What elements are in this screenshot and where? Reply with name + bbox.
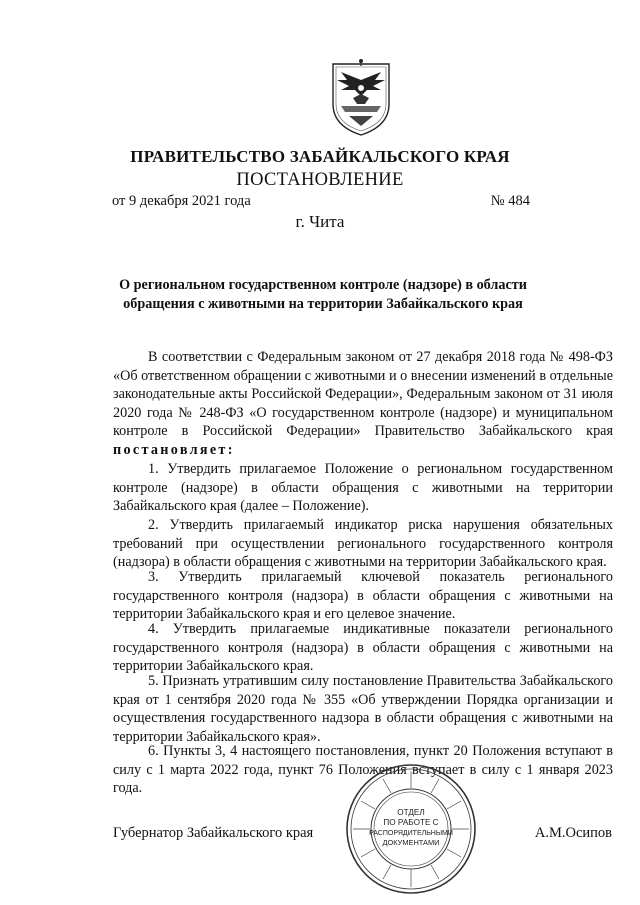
official-stamp <box>344 762 478 896</box>
item-text: 6. Пункты 3, 4 настоящего постановления, пункт 20 Положения вступают в силу с 1 марта 2022 года, пункт 76 Положения вступает в силу с 1 января 2023 года. <box>113 743 613 797</box>
document-date: от 9 декабря 2021 года <box>112 193 251 209</box>
item-text: 1. Утвердить прилагаемое Положение о региональном государственном контроле (надзоре) в области обращения с животными на территории Забайкальского края (далее – Положение). <box>113 461 613 515</box>
resolves-word: постановляет: <box>113 441 235 458</box>
signatory-position: Губернатор Забайкальского края <box>113 825 314 841</box>
item-paragraph-2 <box>113 516 613 572</box>
city: г. Чита <box>295 212 345 231</box>
item-paragraph-4 <box>113 620 613 676</box>
signatory-name: А.М.Осипов <box>534 825 612 841</box>
item-text: 4. Утвердить прилагаемые индикативные показатели регионального государственного контроля (надзора) в области обращения с животными на территории Забайкальского края. <box>113 621 613 675</box>
government-name: ПРАВИТЕЛЬСТВО ЗАБАЙКАЛЬСКОГО КРАЯ <box>130 147 510 166</box>
item-text: 5. Признать утратившим силу постановление Правительства Забайкальского края от 1 сентября 2020 года № 355 «Об утверждении Порядка организации и осуществления государственного надзора в области обращения с животными на территории Забайкальского края». <box>113 673 613 745</box>
stamp-line-1: ОТДЕЛ <box>397 808 425 817</box>
preamble-text: В соответствии с Федеральным законом от 27 декабря 2018 года № 498-ФЗ «Об ответственном обращении с животными и о внесении изменений в отдельные законодательные акты Российской Федерации», Федеральным законом от 31 июля 2020 года № 248-ФЗ «О государственном контроле (надзоре) и муниципальном контроле в Российской Федерации» Правительство Забайкальского края <box>113 349 613 440</box>
document-type: ПОСТАНОВЛЕНИЕ <box>236 170 404 190</box>
item-paragraph-1 <box>113 460 613 516</box>
document-number: № 484 <box>490 193 530 209</box>
item-text: 3. Утвердить прилагаемый ключевой показатель регионального государственного контроля (надзора) в области обращения с животными на территории Забайкальского края и его целевое значение. <box>113 569 613 623</box>
item-text: 2. Утвердить прилагаемый индикатор риска нарушения обязательных требований при осуществлении регионального государственного контроля (надзора) в области обращения с животными на территории Забайкальского края. <box>113 517 613 571</box>
item-paragraph-5 <box>113 672 613 746</box>
stamp-line-3: РАСПОРЯДИТЕЛЬНЫМИ <box>369 830 453 837</box>
coat-of-arms-emblem <box>327 58 395 138</box>
stamp-line-4: ДОКУМЕНТАМИ <box>382 838 440 847</box>
item-paragraph-3 <box>113 568 613 624</box>
stamp-line-2: ПО РАБОТЕ С <box>383 818 439 827</box>
document-subject: О региональном государственном контроле (надзоре) в области обращения с животными на территории Забайкальского края <box>119 277 527 312</box>
preamble-paragraph <box>113 348 613 460</box>
